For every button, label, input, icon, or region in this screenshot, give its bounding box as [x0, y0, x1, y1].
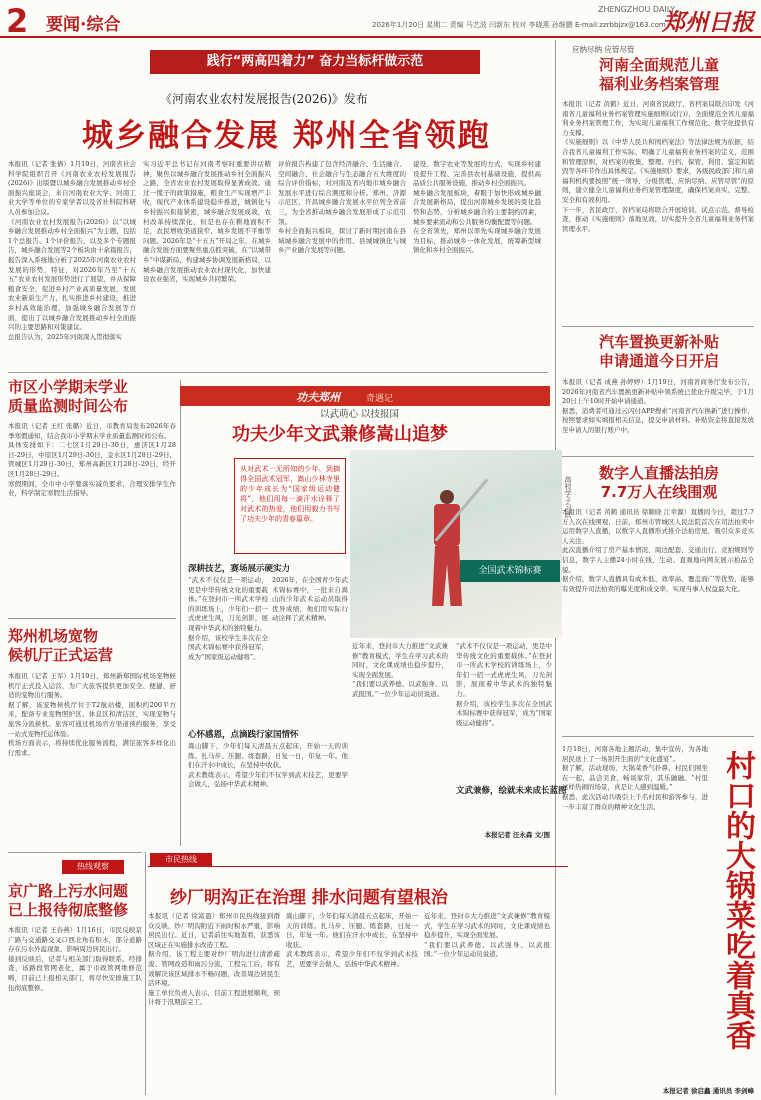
column-divider — [145, 852, 146, 1095]
main-subtitle: 《河南农业农村发展报告(2026)》发布 — [160, 92, 368, 106]
feature-band-label-2: 奇遇记 — [366, 394, 394, 404]
issue-meta: 2026年1月20日 星期二 责编 马艺波 闫新东 校对 李晓燕 孙继鹏 E-mail:zzrbbjzx@163.com — [372, 21, 666, 29]
feature-photo — [350, 450, 562, 638]
left-headline-1b: 质量监测时间公布 — [8, 397, 129, 415]
citizen-headline: 纱厂明沟正在治理 排水问题有望根治 — [170, 888, 448, 908]
right-kicker: 应纳尽纳 应管尽管 — [572, 45, 635, 54]
main-body-col3: 评价报告构建了包含经济融合、生活融合、空间融合、社会融合与生态融合五大维度的综合评价指标，对河南及省内地市城乡融合发展水平进行综合测度和分析。郑州、济源示范区、许昌城乡融合发展水平位列全省前三，为全省推动城乡融合发展形成了示范引领。 乡村全面振兴板块，探讨了新时期河南在县域城乡融合发展中的作用、县城城镇化与城乡产业融合发展等问题。 — [278, 160, 406, 255]
main-headline: 城乡融合发展 郑州全省领跑 — [82, 118, 491, 154]
feature-body-4: 近年来，登封市大力推进“文武兼修”教育模式，学生在学习武术的同时，文化课成绩也稳步提升，实现全面发展。 “我们要以武养德、以武强身、以武报国。”一位少年运动员说道。 — [352, 642, 448, 698]
citizen-body-1: 本报讯（记者 徐富盈）郑州市民热线接到群众反映，纱厂明沟附近下雨时积水严重，影响居民出行。近日，记者前往实地查看，获悉该区域正在实施排水改造工程。 据介绍，该工程主要对纱厂明沟进行清淤疏浚、管网改造和雨污分流，工程完工后，将有效解决该区域排水不畅问题，改善周边居民生活环境。 施工单位负责人表示，目前工程进展顺利，预计将于汛期前完工。 — [148, 912, 280, 1007]
right-body-4: 1月18日，河南各地主题活动，集中宣传，为各地居民送上了一场别开生面的“文化盛宴”。 据了解，活动现场，大锅菜香气扑鼻，村民们围坐在一起，品尝美食，畅谈家常，其乐融融。“村里这样热闹的场景，真是让人感到温暖。” 据悉，此次活动共吸引上千名村民和游客参与，进一步丰富了群众的精神文化生活。 — [562, 745, 708, 811]
feature-headline: 功夫少年文武兼修嵩山追梦 — [232, 424, 448, 445]
right-body-3: 本报讯（记者 黄鹤 通讯员 徐颖晓 江幸源）直播间今日，超过7.7万人次在线围观，日前，郑州市管城区人民法院首次在司法拍卖中运用数字人直播，以数字人直播形式推介法拍房屋，吸引众多竞买人关注。 此次直播介绍了房产基本情况、周边配套、交通出行、竞拍规则等信息，数字人主播24小时在线，生动、直观地向网友展示拍品全貌。 据介绍，数字人直播具有成本低、效率高、覆盖面广等优势，能够有效提升司法拍卖的曝光度和成交率，实现当事人权益最大化。 — [562, 508, 754, 593]
divider — [562, 736, 754, 737]
hotspot-body: 本报讯（记者 王春燕）1月16日，市民反映京广路与交通路交叉口西北角有积水，部分道路存在污水外溢现象，影响周边居民出行。 接到反映后，记者与相关部门取得联系。经排查，该路段管网老化，属于市政管网维修范畴，目前已上报相关部门，将尽快安排施工队伍彻底整修。 — [8, 926, 142, 992]
right-headline-3b: 7.7万人在线围观 — [600, 483, 718, 501]
right-body-1: 本报讯（记者 黄鹤）近日，河南省民政厅、省档案局联合印发《河南省儿童福利业务档案管理实施细则(试行)》，全面规范全省儿童福利业务档案管理工作，为实现儿童福利工作规范化、数字化提供有力支撑。 《实施细则》以《中华人民共和国档案法》等法律法规为依据，结合我省儿童福利工作实际，明确了儿童福利业务档案的定义、范围和管理原则，对档案的收集、整理、归档、保管、利用、鉴定和销毁等各环节作出具体规定。《实施细则》要求，各级民政部门和儿童福利机构要按照“统一领导、分级管理、应纳尽纳、应管尽管”的原则，建立健全儿童福利业务档案管理制度，确保档案真实、完整、安全和有效利用。 下一步，省民政厅、省档案局将联合开展培训、试点示范、督导检查，推动《实施细则》落地见效，切实提升全省儿童福利业务档案管理水平。 — [562, 100, 754, 233]
citizen-label: 市民热线 — [150, 853, 212, 867]
hotspot-headline-a: 京广路上污水问题 — [8, 882, 129, 900]
divider — [8, 372, 548, 373]
feature-subhead-1: 深耕技艺，赛场展示硬实力 — [188, 564, 291, 574]
right-body-2: 本报讯（记者 成燕 孙婷婷）1月19日，河南省商务厅发布公告，2026年河南省汽车置换更新补贴申领系统已优化升级完毕，于1月20日上午10时开始申请通道。 据悉，消费者可通过云闪付APP搜索“河南省汽车换新”进行操作，按照要求如实填报相关信息，提交申请材料。补贴资金将直接发放至申请人的银行账户中。 — [562, 378, 754, 434]
feature-byline: 本报记者 汪永森 文/图 — [484, 831, 550, 839]
right-headline-2a: 汽车置换更新补贴 — [598, 333, 719, 351]
divider — [8, 852, 142, 853]
photo-caption: 高校学子习武 — [564, 476, 572, 518]
feature-body-1: “武术不仅仅是一项运动，更是中华传统文化的重要载体。”在登封市一所武术学校的训练场上，少年们一招一式虎虎生风，刀光剑影，展现着中华武术的独特魅力。 据介绍，该校学生多次在全国武术锦标赛中获得冠军，成为“国家级运动健将”。 — [188, 576, 268, 661]
left-body-1: 本报讯（记者 王红 张璐）近日，市教育局发布2026年春季寒假通知，结合我市小学期末学业质量监测时间公布。 具体安排如下：二七区1月29日-30日，惠济区1月28日-29日，中原区1月29日-30日，金水区1月28日-29日，管城区1月29日-30日，郑州高新区1月28日-29日，经开区1月28日-29日。 寒假期间，全市中小学要落实减负要求，合理安排学生作业，科学制定寒假生活指导。 — [8, 422, 176, 498]
left-body-2: 本报讯（记者 王军）1月19日，郑州新郑国际机场宠物候机厅正式投入运营，为广大旅客提供更加安全、便捷、舒适的宠物出行服务。 据了解，该宠物候机厅位于T2航站楼，面积约200平方米，配备专业宠物照护区、休息区和清洁区，实现宠物与旅客分流候机。旅客可通过机场官方渠道预约服务，享受一站式宠物托运体验。 机场方面表示，将持续优化服务流程，满足旅客多样化出行需求。 — [8, 672, 176, 757]
newspaper-logo: 郑州日报 — [662, 9, 754, 36]
page-section-name: 要闻·综合 — [46, 15, 121, 35]
feature-subhead-3: 文武兼修，绘就未来成长蓝图 — [456, 786, 567, 796]
hotspot-headline-b: 已上报待彻底整修 — [8, 901, 129, 919]
main-body-col4: 建设、数字农业等发展的方式，实现乡村建设提升工程、完善县农村基础设施，提供高品质公共服务设施，推动乡村全面振兴。 城乡融合发展板块，着眼于加快形成城乡融合发展新格局，提出河南城乡发展的变化趋势和态势，分析城乡融合的主要制约因素，城乡要素流动和公共服务均衡配置等问题。 在全省领先，郑州以率先实现城乡融合发展为目标，推动城乡一体化发展，统筹新型城镇化和乡村全面振兴。 — [413, 160, 541, 255]
feature-lead: 从对武术一无所知的少年，到摘得全国武术冠军，嵩山少林寺里的少年成长为“国家级运动健将”，他们用每一滴汗水诠释了对武术的热爱，他们用毅力书写了功夫少年的青春篇章。 — [234, 458, 346, 554]
feature-subtitle: 以武萌心 以技报国 — [320, 409, 400, 420]
citizen-body-3: 近年来，登封市大力推进“文武兼修”教育模式，学生在学习武术的同时，文化课成绩也稳步提升，实现全面发展。 “我们要以武养德、以武强身、以武报国。”一位少年运动员说道。 — [424, 912, 550, 959]
feature-band — [180, 386, 550, 406]
citizen-body-2: 嵩山脚下，少年们每天清晨五点起床，开始一天的训练。扎马步、压腿、练套路，日复一日，年复一年。他们在汗水中成长，在坚持中收获。 武术教练表示，希望少年们不仅学到武术技艺，更要学会做人，弘扬中华武术精神。 — [286, 912, 418, 968]
feature-band-label: 功夫郑州 — [296, 391, 340, 404]
hotspot-label: 热线观察 — [62, 860, 124, 874]
byline: 本报记者 徐启鑫 通讯员 李剑峰 — [662, 1087, 754, 1095]
column-divider — [180, 380, 181, 846]
left-headline-1a: 市区小学期末学业 — [8, 378, 129, 396]
feature-body-3: 嵩山脚下，少年们每天清晨五点起床，开始一天的训练。扎马步、压腿、练套路，日复一日，年复一年。他们在汗水中成长，在坚持中收获。 武术教练表示，希望少年们不仅学到武术技艺，更要学会做人，弘扬中华武术精神。 — [188, 742, 348, 789]
divider — [562, 456, 754, 457]
photo-banner: 全国武术锦标赛 — [460, 560, 560, 582]
slogan-banner: 践行“两高四着力” 奋力当标杆做示范 — [150, 50, 480, 74]
divider — [8, 618, 176, 619]
divider — [562, 326, 754, 327]
right-headline-3a: 数字人直播法拍房 — [598, 464, 719, 482]
feature-subhead-2: 心怀感恩，点滴践行家国情怀 — [188, 730, 299, 740]
right-headline-2b: 申请通道今日开启 — [598, 352, 719, 370]
page-number: 2 — [6, 2, 29, 40]
left-headline-2b: 候机厅正式运营 — [8, 646, 114, 664]
feature-body-5: “武术不仅仅是一项运动，更是中华传统文化的重要载体。”在登封市一所武术学校的训练场上，少年们一招一式虎虎生风，刀光剑影，展现着中华武术的独特魅力。 据介绍，该校学生多次在全国武术锦标赛中获得冠军，成为“国家级运动健将”。 — [456, 642, 552, 727]
right-headline-1a: 河南全面规范儿童 — [598, 56, 719, 74]
right-headline-1b: 福利业务档案管理 — [598, 75, 719, 93]
vertical-headline: 村口的大锅菜吃着真香 — [720, 750, 755, 1050]
left-headline-2a: 郑州机场宽物 — [8, 627, 99, 645]
logo-english: ZHENGZHOU DAILY — [598, 5, 676, 14]
feature-body-2: 2026年，在全国青少年武术锦标赛中，一批来自嵩山的少年武术运动员取得优异成绩，他们用实际行动诠释了武术精神。 — [272, 576, 348, 623]
main-body-col2: 实习近平总书记在河南考察时重要讲话精神，聚焦以城乡融合发展推动乡村全面振兴之路，全省农业农村发展取得显著成效。通过一揽子的政策措施，粮食生产实现增产丰收，现代产业体系建设稳步推进，城镇化与乡村振兴衔接紧密，城乡融合发展成效，农村改革持续深化，但是也存在耕地面积不足，农民增收渠道狭窄，城乡发展不平衡等问题。2026年是“十五五”开局之年，在城乡融合发展方面要聚焦重点抓突破，在“以城带乡”中谋新局，构建城乡协调发展新格局，以城乡融合发展推动农业农村现代化，加快建设农业强省，实现城乡共同繁荣。 — [143, 160, 271, 284]
main-body-col1: 本报讯（记者 张倩）1月19日，河南省社会科学院组织召开《河南农业农村发展报告(2026)》出版暨以城乡融合发展推动乡村全面振兴座谈会，来自河南农业大学、河南工业大学等单位的专家学者以及省社科院科研人员参加会议。 《河南农业农村发展报告(2026)》以“以城乡融合发展推动乡村全面振兴”为主题，包括1个总报告、1个评价报告，以及多个专题报告，城乡融合发展等2个板块由十余篇报告，报告深入系统地分析了2025年河南农业农村发展的形势，特征，对2026年乃至“十五五”农业农村发展形势进行了展望，并从保障粮食安全，促进乡村产业高质量发展，发展农业新质生产力，扎实推进乡村建设，推进乡村高效能治理，加强城乡融合发展等方面，提出了以城乡融合发展推动乡村全面振兴的主要思路和对策建议。 总报告认为，2025年河南深入贯彻落实 — [8, 160, 136, 341]
